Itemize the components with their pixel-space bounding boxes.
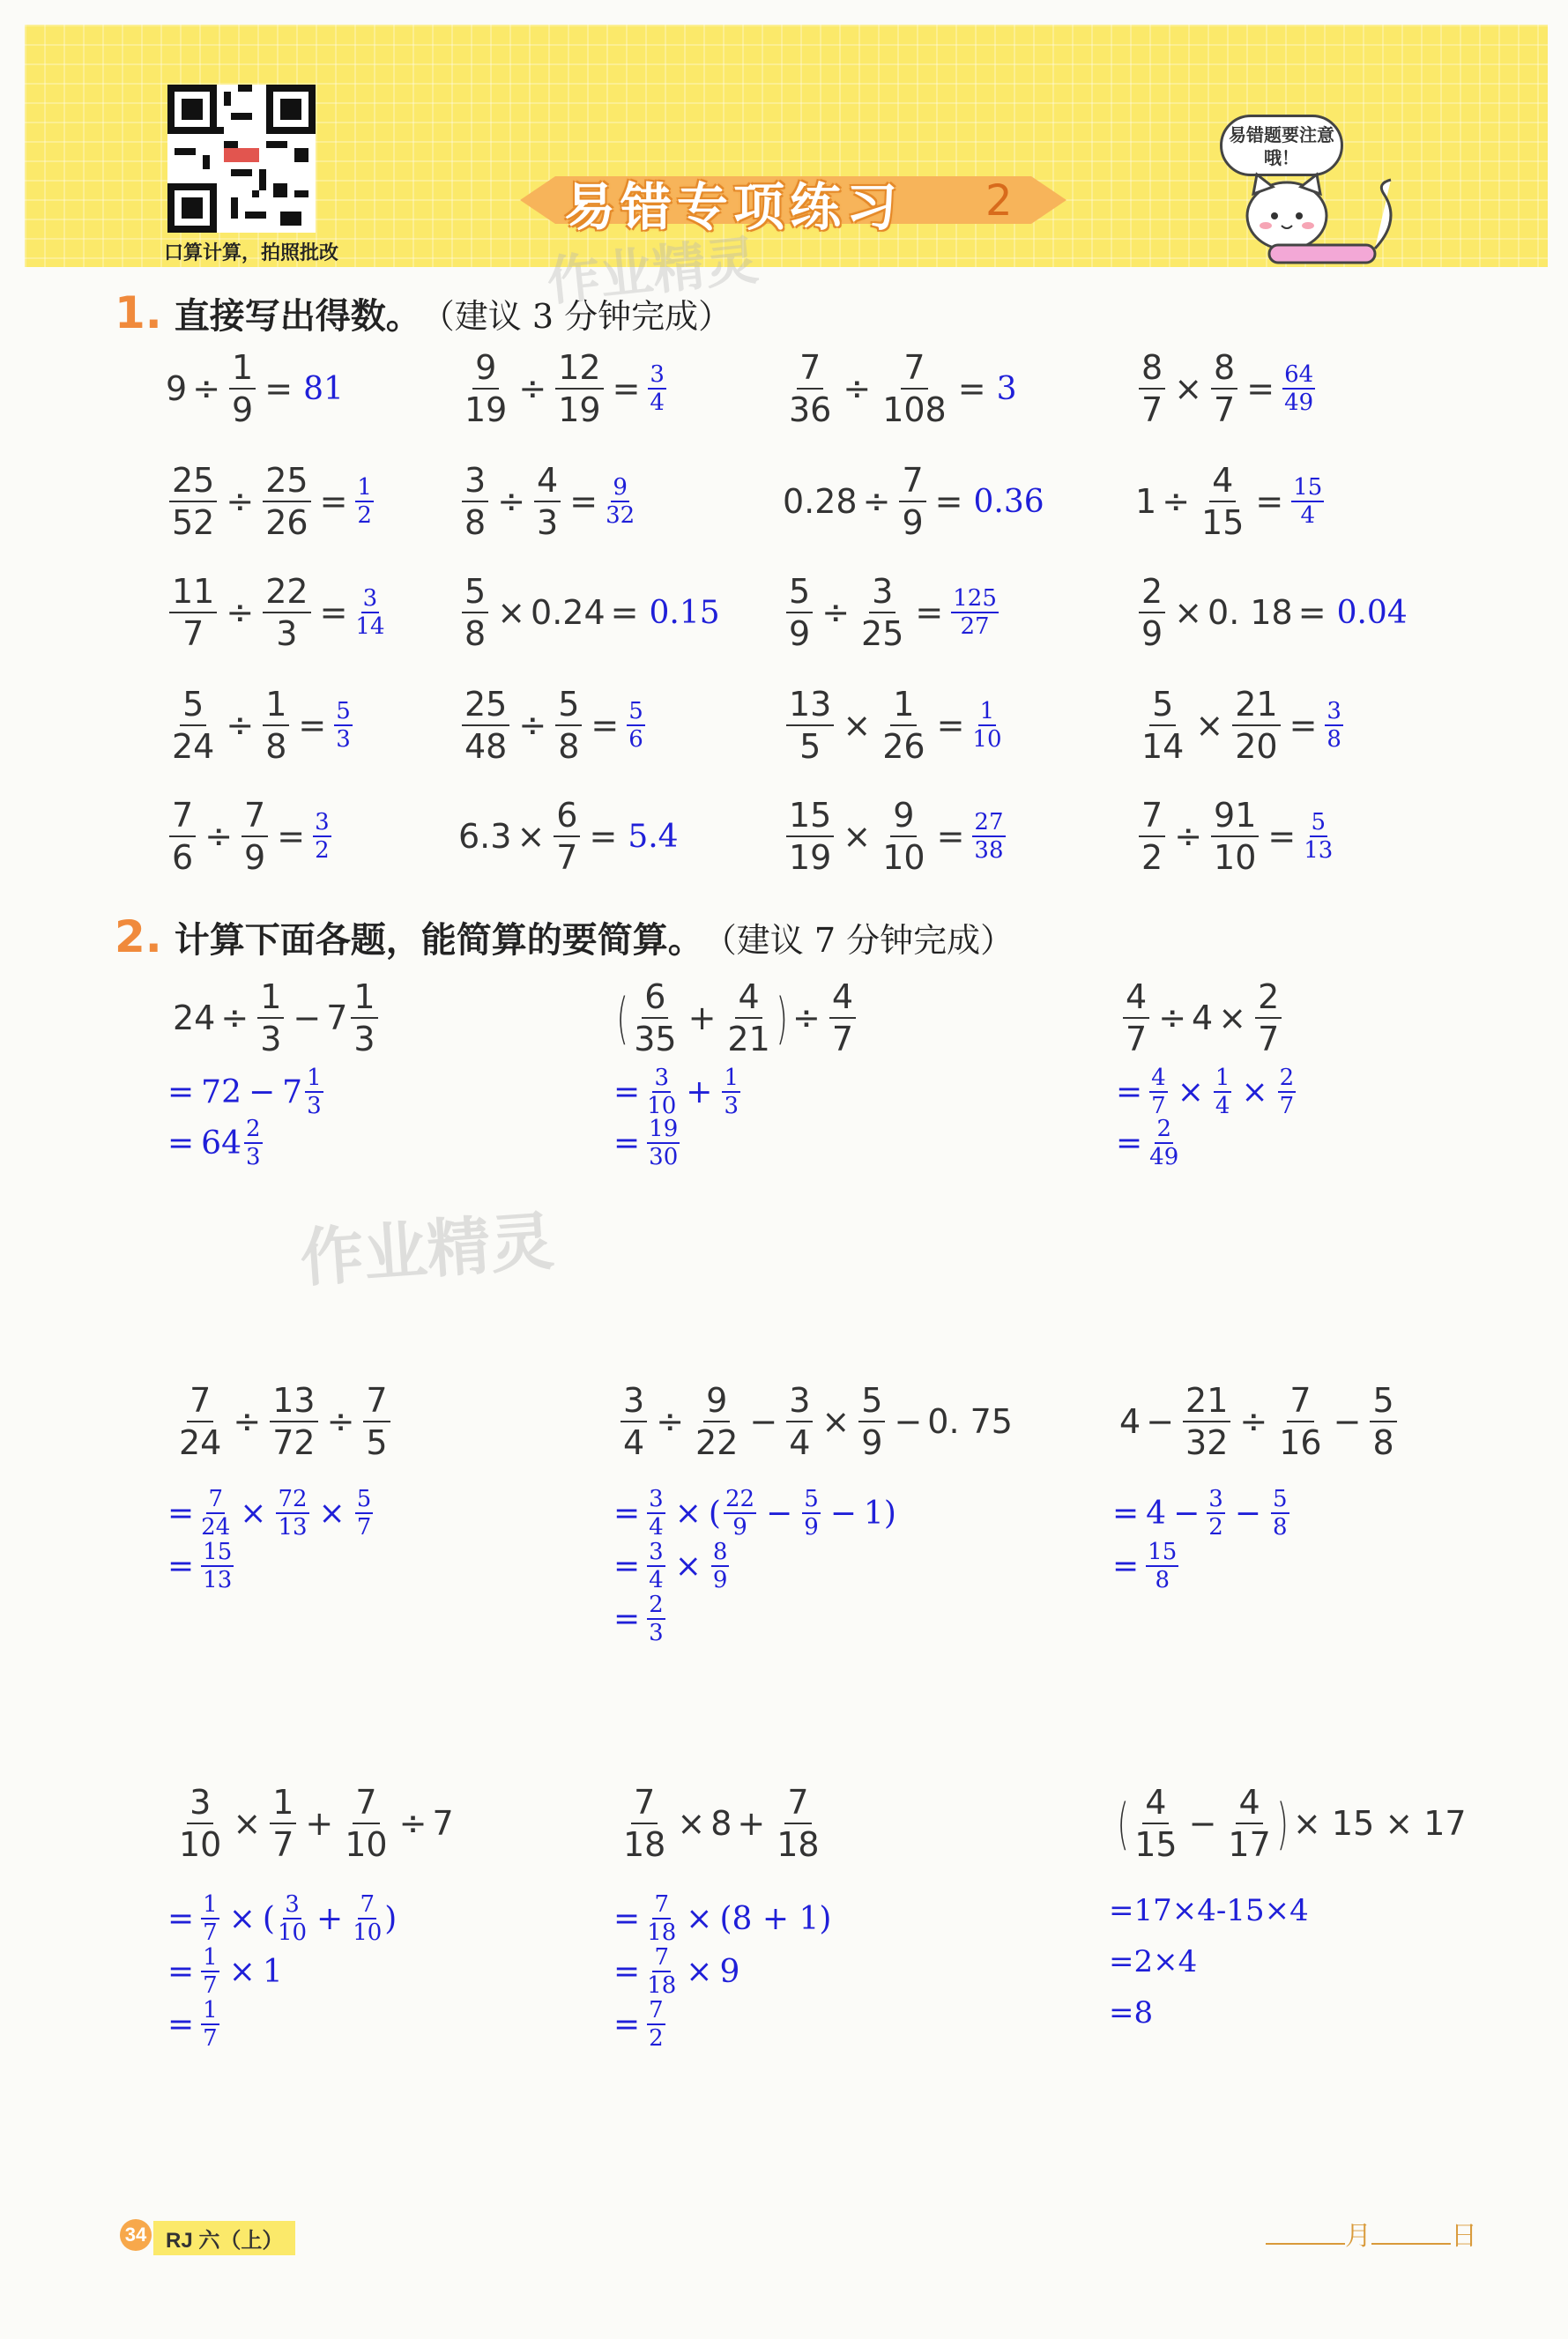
oral-problem: $\frac{25}{48}$ ÷ $\frac{5}{8}$ = $\frac{5}{6}$	[458, 687, 648, 763]
answer: $\frac{5}{6}$	[628, 698, 643, 753]
oral-problem: $\frac{8}{7}$ × $\frac{8}{7}$ = $\frac{64}{49}$	[1135, 351, 1318, 427]
day-blank[interactable]	[1371, 2243, 1451, 2245]
problem-8-expression: $\frac{7}{18}$ × 8 + $\frac{7}{18}$	[623, 1783, 820, 1864]
problem-7-step-1: = $\frac{1}{7}$ × ( 3 10 + $\frac{7}{10}$ )	[167, 1891, 398, 1946]
problem-5-step-3: = $\frac{2}{3}$	[613, 1592, 664, 1646]
watermark: 作业精灵	[544, 230, 762, 312]
title-number: 2	[985, 176, 1013, 226]
oral-problem: $\frac{13}{5}$ × $\frac{1}{26}$ = $\frac{1}{10}$	[783, 687, 1005, 763]
oral-problem: $\frac{7}{6}$ ÷ $\frac{7}{9}$ = $\frac{3}{2}$	[166, 798, 334, 874]
answer: $\frac{3}{8}$	[1326, 698, 1341, 753]
section1-number: 1.	[115, 287, 162, 338]
problem-3-expression: $\frac{4}{7}$ ÷ 4 × $\frac{2}{7}$	[1119, 980, 1285, 1056]
oral-problem: $\frac{11}{7}$ ÷ $\frac{22}{3}$ = $\frac{3}{14}$	[166, 575, 388, 650]
problem-3-step-1: = $\frac{4}{7}$ × $\frac{1}{4}$ × $\frac{2}{7}$	[1116, 1065, 1295, 1119]
problem-8-step-3: = $\frac{7}{2}$	[613, 1997, 664, 2052]
oral-problem: $\frac{5}{9}$ ÷ $\frac{3}{25}$ = $\frac{125}{27}$	[783, 575, 1001, 650]
section1-header	[115, 287, 732, 338]
section2-header	[115, 911, 1014, 962]
oral-problem: 1 ÷ $\frac{4}{15}$ = $\frac{15}{4}$	[1135, 461, 1323, 542]
problem-9-expression: ( 4 15 − $\frac{4}{17}$ ) × 15 × 17	[1117, 1783, 1467, 1864]
answer: $\frac{1}{10}$	[972, 698, 1002, 753]
oral-problem: $\frac{5}{8}$ × 0.24 = 0.15	[458, 575, 720, 650]
answer: $\frac{1}{2}$	[357, 474, 372, 529]
oral-problem: $\frac{2}{9}$ × 0. 18 = 0.04	[1135, 575, 1408, 650]
problem-6-step-2: = $\frac{15}{8}$	[1112, 1539, 1178, 1593]
problem-9-step-2: =2×4	[1109, 1944, 1198, 1979]
problem-1-step-2: = 64 2 3	[167, 1116, 261, 1170]
problem-2-step-2: = $\frac{19}{30}$	[613, 1116, 679, 1170]
problem-7-step-2: = $\frac{1}{7}$ × 1	[167, 1944, 283, 1999]
qr-code[interactable]	[167, 85, 316, 233]
speech-bubble: 易错题要注意哦！	[1220, 115, 1343, 176]
oral-problem: $\frac{7}{36}$ ÷ $\frac{7}{108}$ = 3	[789, 348, 1017, 429]
page-title: 易错专项练习	[564, 179, 903, 236]
answer: $\frac{64}{49}$	[1284, 361, 1314, 416]
answer: $\frac{5}{13}$	[1304, 809, 1334, 864]
problem-6-expression: 4 − $\frac{21}{32}$ ÷ $\frac{7}{16}$ − $\frac{5}{8}$	[1119, 1384, 1401, 1459]
problem-8-step-1: = $\frac{7}{18}$ × (8 + 1)	[613, 1891, 832, 1946]
oral-problem: $\frac{9}{19}$ ÷ $\frac{12}{19}$ = $\frac{3}{4}$	[464, 348, 665, 429]
problem-8-step-2: = $\frac{7}{18}$ × 9	[613, 1944, 740, 1999]
answer: 0.04	[1336, 594, 1408, 631]
month-label: 月	[1345, 2222, 1371, 2251]
problem-7-step-3: = $\frac{1}{7}$	[167, 1997, 218, 2052]
problem-9-step-1: =17×4-15×4	[1109, 1893, 1309, 1928]
section2-title: 计算下面各题，能简算的要简算。	[174, 921, 703, 960]
answer: $\frac{27}{38}$	[974, 809, 1004, 864]
answer: 81	[303, 370, 344, 407]
watermark: 作业精灵	[298, 1207, 556, 1295]
section1-title: 直接写出得数。	[174, 297, 421, 336]
answer: $\frac{15}{4}$	[1293, 474, 1323, 529]
problem-4-step-2: = $\frac{15}{13}$	[167, 1539, 233, 1593]
oral-problem: $\frac{3}{8}$ ÷ $\frac{4}{3}$ = $\frac{9}{32}$	[458, 464, 637, 539]
oral-problem: $\frac{25}{52}$ ÷ $\frac{25}{26}$ = $\frac{1}{2}$	[166, 464, 376, 539]
oral-problem: $\frac{15}{19}$ × $\frac{9}{10}$ = $\frac{27}{38}$	[783, 798, 1008, 874]
oral-problem: 6.3 × $\frac{6}{7}$ = 5.4	[458, 796, 679, 877]
problem-1-step-1: = 72 − 7 1 3	[167, 1065, 322, 1119]
problem-5-step-1: = $\frac{3}{4}$ × ( 22 9 − $\frac{5}{9}$ − 1 )	[613, 1486, 896, 1541]
problem-9-step-3: =8	[1109, 1995, 1154, 2031]
oral-problem: $\frac{5}{24}$ ÷ $\frac{1}{8}$ = $\frac{5}{3}$	[172, 685, 351, 766]
problem-2-expression: ( 6 35 + $\frac{4}{21}$ ) ÷ $\frac{4}{7}$	[617, 980, 859, 1056]
section1-hint: （建议 3 分钟完成）	[420, 297, 732, 336]
problem-2-step-1: = $\frac{3}{10}$ + $\frac{1}{3}$	[613, 1065, 739, 1119]
page-number: 34	[120, 2219, 152, 2251]
section2-hint: （建议 7 分钟完成）	[702, 921, 1014, 960]
problem-4-expression: $\frac{7}{24}$ ÷ $\frac{13}{72}$ ÷ $\frac{7}{5}$	[173, 1384, 394, 1459]
problem-1-expression: 24 ÷ $\frac{1}{3}$ − 7 1 3	[173, 980, 382, 1056]
cat-mascot-icon	[1234, 167, 1410, 264]
oral-problem: $\frac{5}{14}$ × $\frac{21}{20}$ = $\frac{3}{8}$	[1141, 685, 1341, 766]
answer: $\frac{9}{32}$	[606, 474, 635, 529]
day-label: 日	[1451, 2222, 1477, 2251]
section2-number: 2.	[115, 911, 162, 962]
answer: $\frac{5}{3}$	[336, 698, 351, 753]
qr-caption: 口算计算，拍照批改	[164, 241, 339, 264]
oral-problem: $\frac{7}{2}$ ÷ $\frac{91}{10}$ = $\frac{5}{13}$	[1135, 798, 1335, 874]
answer: 0.15	[649, 594, 720, 631]
month-blank[interactable]	[1266, 2243, 1345, 2245]
problem-7-expression: $\frac{3}{10}$ × $\frac{1}{7}$ + $\frac{7}{10}$ ÷ 7	[179, 1783, 454, 1864]
answer: $\frac{3}{4}$	[650, 361, 665, 416]
date-field	[1266, 2214, 1477, 2253]
problem-5-expression: $\frac{3}{4}$ ÷ $\frac{9}{22}$ − $\frac{3}{4}$ × $\frac{5}{9}$ − 0. 75	[617, 1384, 1013, 1459]
answer: 0.36	[973, 483, 1044, 520]
problem-4-step-1: = $\frac{7}{24}$ × $\frac{72}{13}$ × $\frac{5}{7}$	[167, 1486, 372, 1541]
problem-6-step-1: = 4 − $\frac{3}{2}$ − $\frac{5}{8}$	[1112, 1486, 1288, 1541]
answer: 5.4	[628, 818, 679, 855]
oral-problem: 9 ÷ $\frac{1}{9}$ = 81	[166, 348, 344, 429]
book-label: RJ 六（上）	[153, 2221, 295, 2255]
answer: $\frac{3}{2}$	[315, 809, 330, 864]
answer: $\frac{125}{27}$	[953, 585, 997, 640]
answer: 3	[996, 370, 1017, 407]
problem-3-step-2: = $\frac{2}{49}$	[1116, 1116, 1179, 1170]
problem-5-step-2: = $\frac{3}{4}$ × $\frac{8}{9}$	[613, 1539, 728, 1593]
oral-problem: 0.28 ÷ $\frac{7}{9}$ = 0.36	[783, 461, 1044, 542]
answer: $\frac{3}{14}$	[355, 585, 385, 640]
